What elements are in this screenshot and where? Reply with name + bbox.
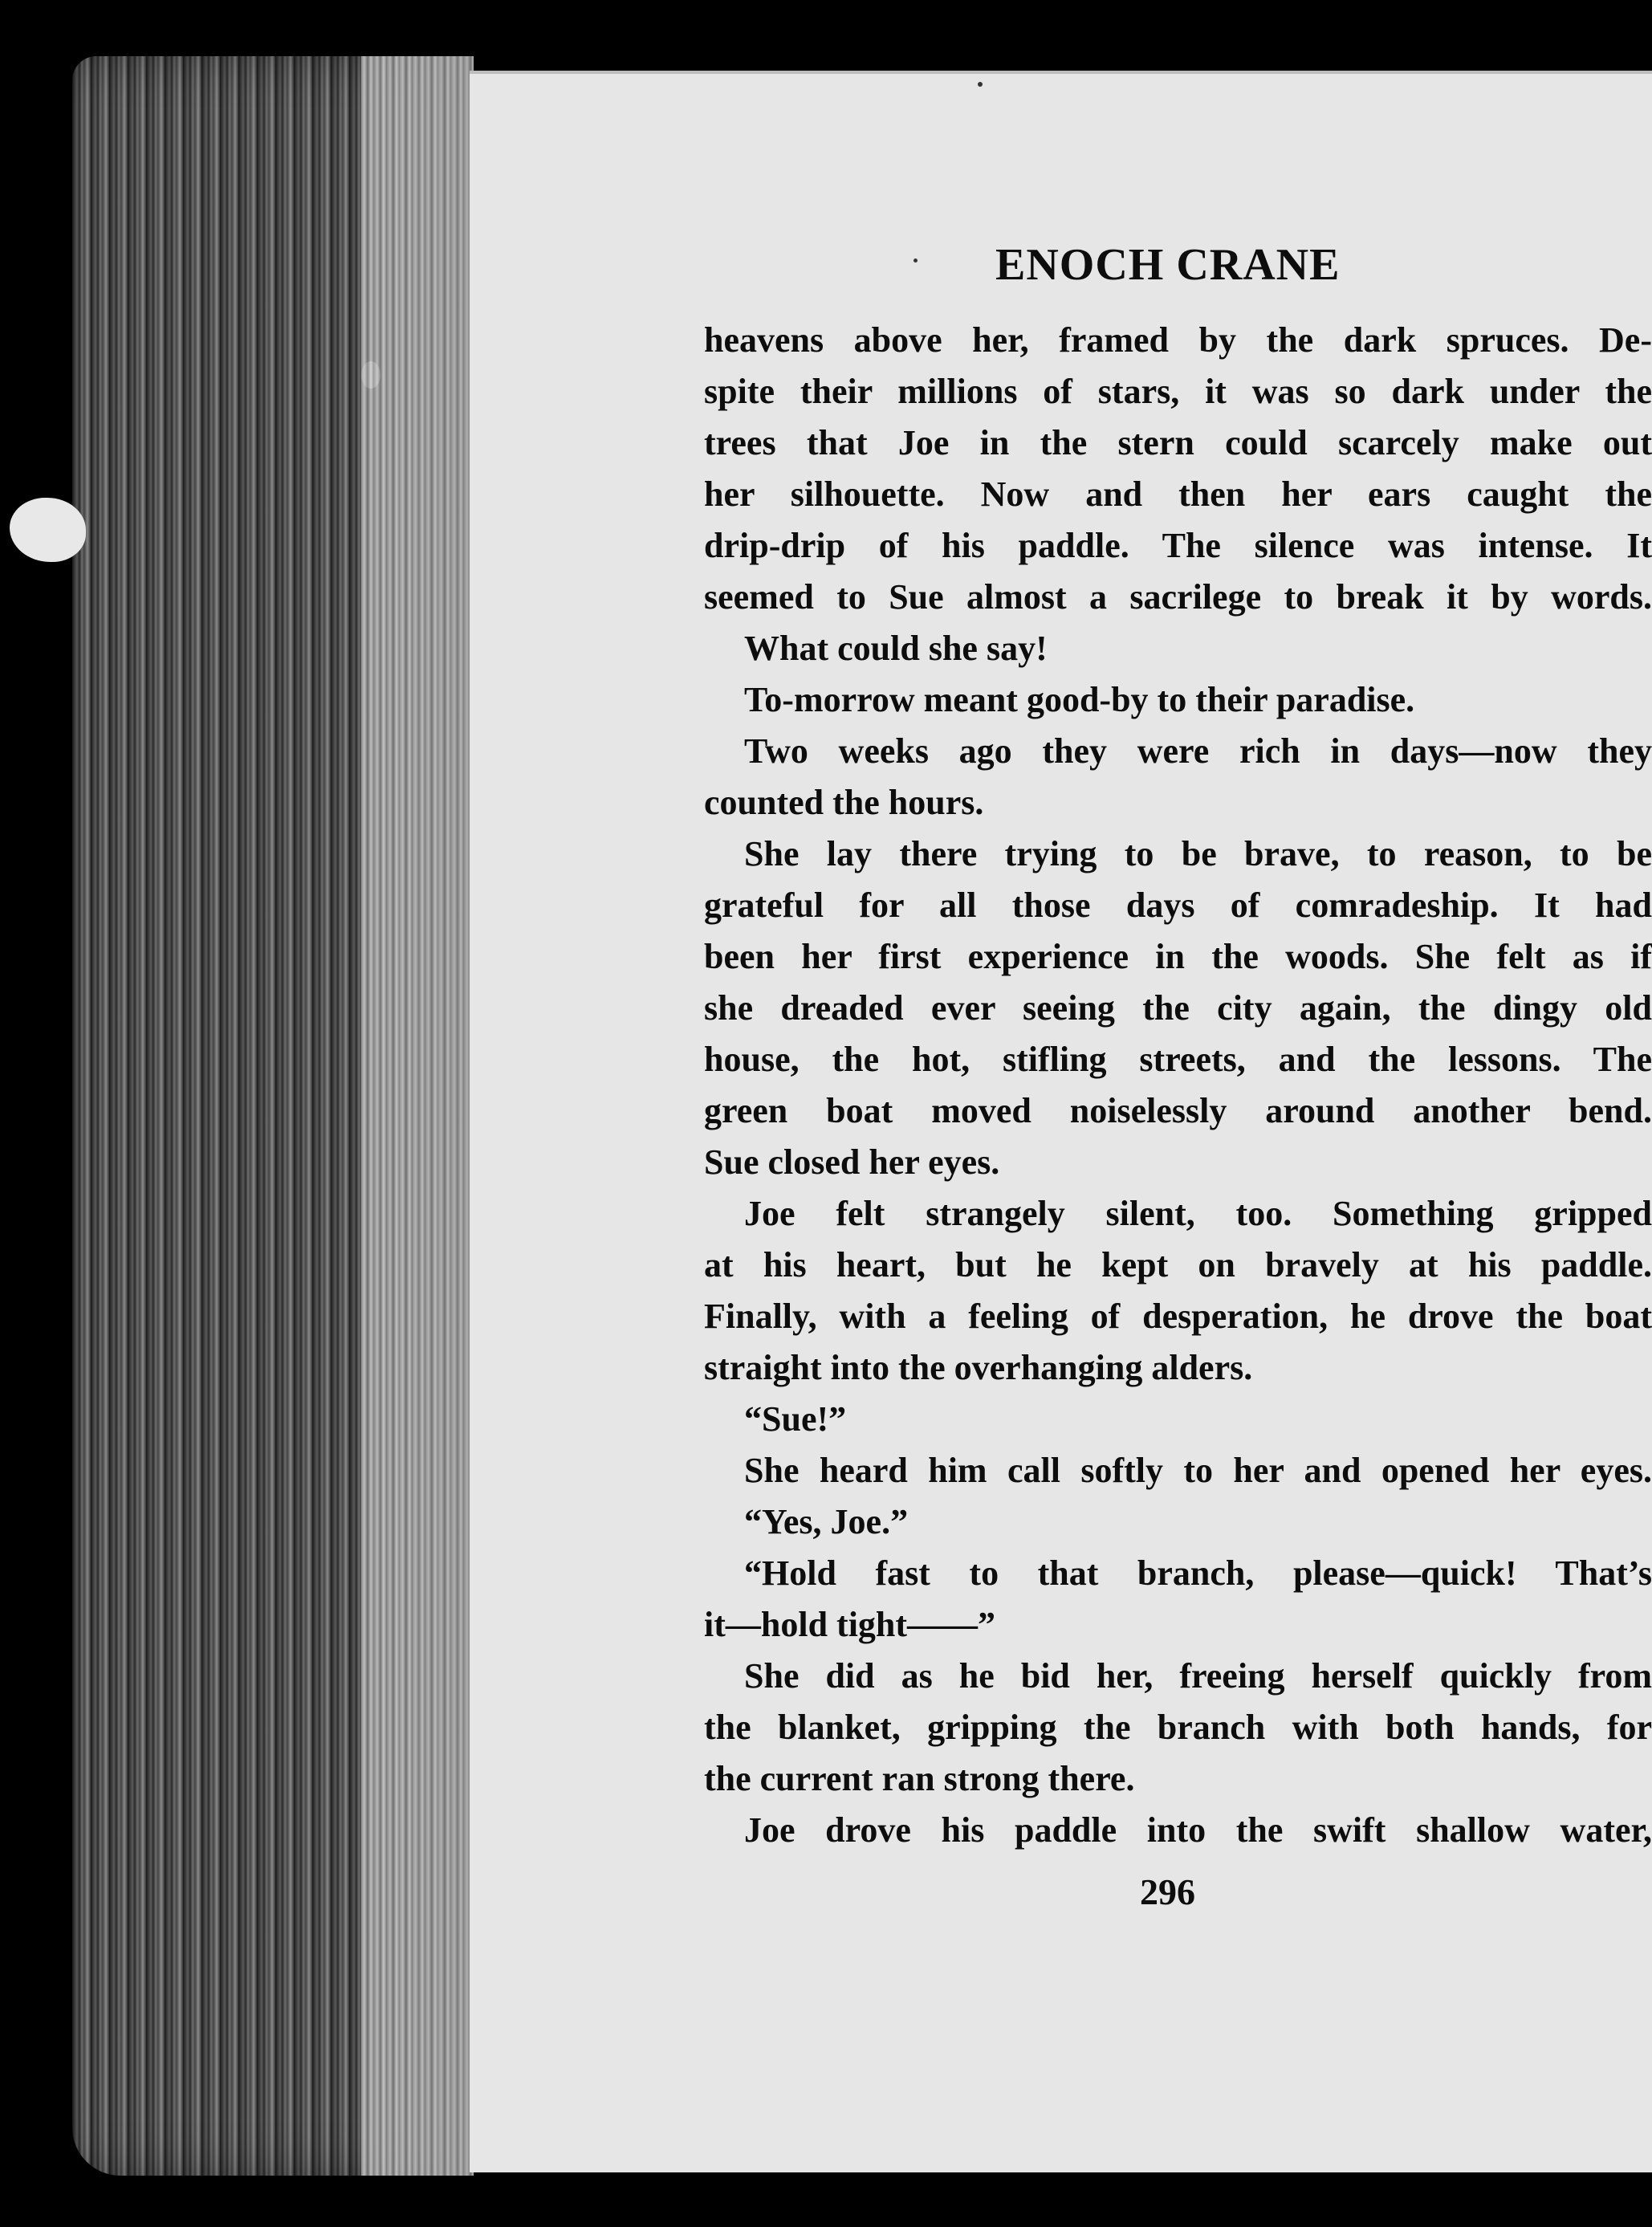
text-line: counted the hours. [704,783,984,822]
text-line: green boat moved noiselessly around another bend. [704,1091,1652,1130]
text-line: “Hold fast to that branch, please—quick! That’s [744,1553,1652,1593]
text-line: To-morrow meant good-by to their paradise. [744,680,1415,719]
text-line: Joe felt strangely silent, too. Something gripped [744,1194,1652,1233]
text-line: Joe drove his paddle into the swift shallow water, [744,1810,1652,1850]
scan-blot [10,498,86,562]
text-line: “Sue!” [744,1399,847,1439]
body-text [704,315,1652,1856]
text-line: What could she say! [744,629,1048,668]
text-line: Finally, with a feeling of desperation, he drove the boat [704,1297,1652,1336]
speck [913,259,918,263]
text-line: She lay there trying to be brave, to reason, to be [744,834,1652,873]
page-edges [72,56,474,2176]
text-line: at his heart, but he kept on bravely at his paddle. [704,1245,1652,1284]
text-line: been her first experience in the woods. She felt as if [704,937,1652,976]
text-line: trees that Joe in the stern could scarcely make out [704,423,1652,462]
text-line: house, the hot, stifling streets, and the lessons. The [704,1040,1652,1079]
text-line: heavens above her, framed by the dark spruces. De- [704,320,1652,360]
text-line: “Yes, Joe.” [744,1502,909,1541]
text-line: her silhouette. Now and then her ears caught the [704,474,1652,514]
text-line: the blanket, gripping the branch with both hands, for [704,1708,1652,1747]
running-head: ENOCH CRANE [995,240,1341,290]
text-line: She heard him call softly to her and opened her eyes. [744,1451,1652,1490]
text-line: it—hold tight——” [704,1605,996,1644]
text-line: seemed to Sue almost a sacrilege to break it by words. [704,577,1652,617]
text-line: drip-drip of his paddle. The silence was intense. It [704,526,1652,565]
text-line: grateful for all those days of comradeship. It had [704,886,1652,925]
page-number: 296 [1140,1871,1195,1912]
text-line: spite their millions of stars, it was so dark under the [704,372,1652,411]
speck [978,82,983,87]
text-line: Two weeks ago they were rich in days—now they [744,731,1652,771]
text-line: She did as he bid her, freeing herself quickly from [744,1656,1652,1696]
text-line: she dreaded ever seeing the city again, the dingy old [704,988,1652,1028]
text-line: straight into the overhanging alders. [704,1348,1253,1387]
edge-mark [361,361,380,389]
text-line: the current ran strong there. [704,1759,1135,1798]
text-line: Sue closed her eyes. [704,1142,1000,1182]
